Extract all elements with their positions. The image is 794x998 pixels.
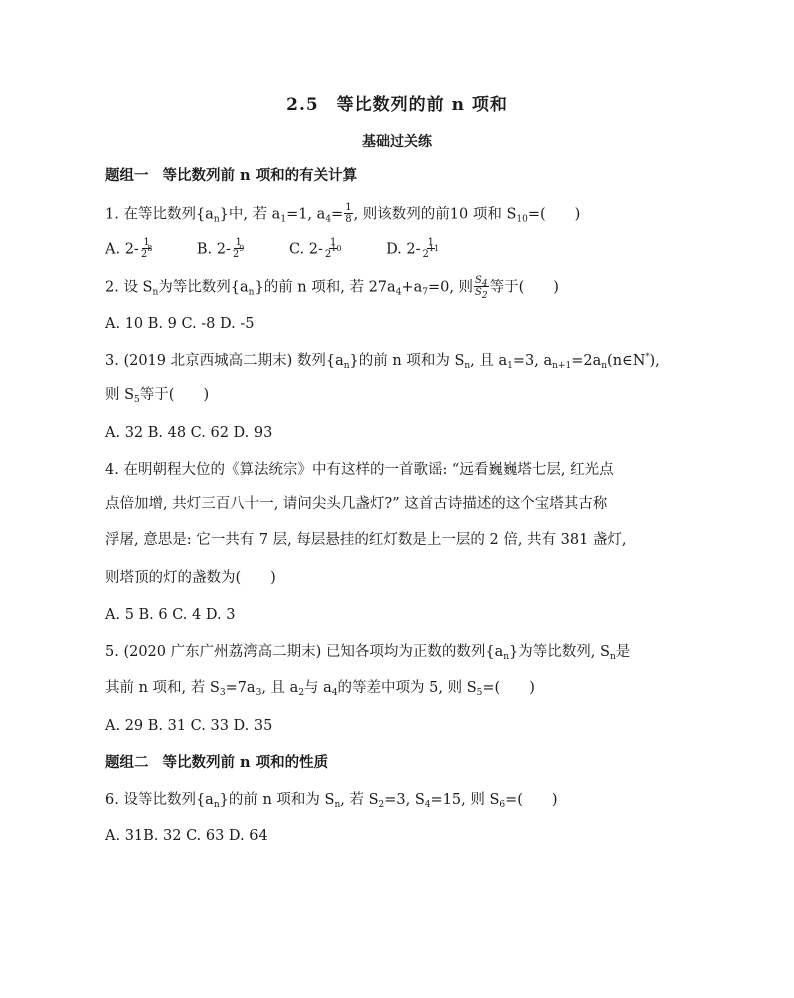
group-title: 等比数列前 n 项和的有关计算 [162,167,358,184]
option-c[interactable]: C. 2- $\frac{1}{2^{10}}$ [288,237,342,260]
group-heading-1 [105,166,357,186]
question-3-options: A. 32 B. 48 C. 62 D. 93 [105,425,273,441]
question-4-line-1: 4. 在明朝程大位的《算法统宗》中有这样的一首歌谣: “远看巍巍塔七层, 红光点 [105,462,614,478]
question-1: 1. 在等比数列$\{a_n\}$中, 若 $a_1=1$, $a_4=$ $\frac{1}{8}$ , 则该数列的前10 项和 $S_{10}=$( ) [105,202,581,225]
question-4-line-3: 浮屠, 意思是: 它一共有 7 层, 每层悬挂的红灯数是上一层的 2 倍, 共有 381 盏灯, [105,532,627,548]
question-5-line-2: 其前 n 项和, 若 $S_3=7a_3$, 且 $a_2$与 $a_4$的等差中项为 5, 则 $S_5=$( ) [105,680,535,698]
question-2: 2. 设 $S_n$为等比数列$\{a_n\}$的前 n 项和, 若 $27a_4+a_7=0$, 则 $\frac{S_4}{S_2}$ 等于( ) [105,275,559,301]
question-6-options: A. 31B. 32 C. 63 D. 64 [105,828,268,844]
group-label: 题组二 [105,754,149,771]
question-1-options [105,238,441,261]
question-4-line-2: 点倍加增, 共灯三百八十一, 请问尖头几盏灯?” 这首古诗描述的这个宝塔其古称 [105,496,608,512]
question-6: 6. 设等比数列$\{a_n\}$的前 n 项和为 $S_n$, 若 $S_2=3$, $S_4=15$, 则 $S_6=$( ) [105,792,558,810]
option-a[interactable]: A. 2- $\frac{1}{2^8}$ [105,237,153,260]
option-d[interactable]: D. 2- $\frac{1}{2^{11}}$ [386,237,440,260]
section-subtitle: 基础过关练 [362,134,432,150]
group-title: 等比数列前 n 项和的性质 [162,754,329,771]
group-label: 题组一 [105,167,149,184]
question-4-options: A. 5 B. 6 C. 4 D. 3 [105,607,236,623]
question-2-options: A. 10 B. 9 C. -8 D. -5 [105,316,255,332]
question-3: 3. (2019 北京西城高二期末) 数列$\{a_n\}$的前 n 项和为 $S_n$, 且 $a_1=3$, $a_{n+1}=2a_n(n\in N^*)$, [105,352,660,371]
option-b[interactable]: B. 2- $\frac{1}{2^9}$ [196,237,245,260]
fraction: $\frac{S_4}{S_2}$ [475,275,488,301]
question-5-options: A. 29 B. 31 C. 33 D. 35 [105,718,273,734]
group-heading-2 [105,753,328,773]
page-title: 2.5 等比数列的前 n 项和 [286,95,508,115]
fraction: $\frac{1}{8}$ [345,202,352,225]
question-5: 5. (2020 广东广州荔湾高二期末) 已知各项均为正数的数列$\{a_n\}$为等比数列, $S_n$是 [105,644,631,662]
question-4-line-4: 则塔顶的灯的盏数为( ) [105,570,276,586]
question-3-line-2: 则 $S_5$等于( ) [105,387,210,405]
